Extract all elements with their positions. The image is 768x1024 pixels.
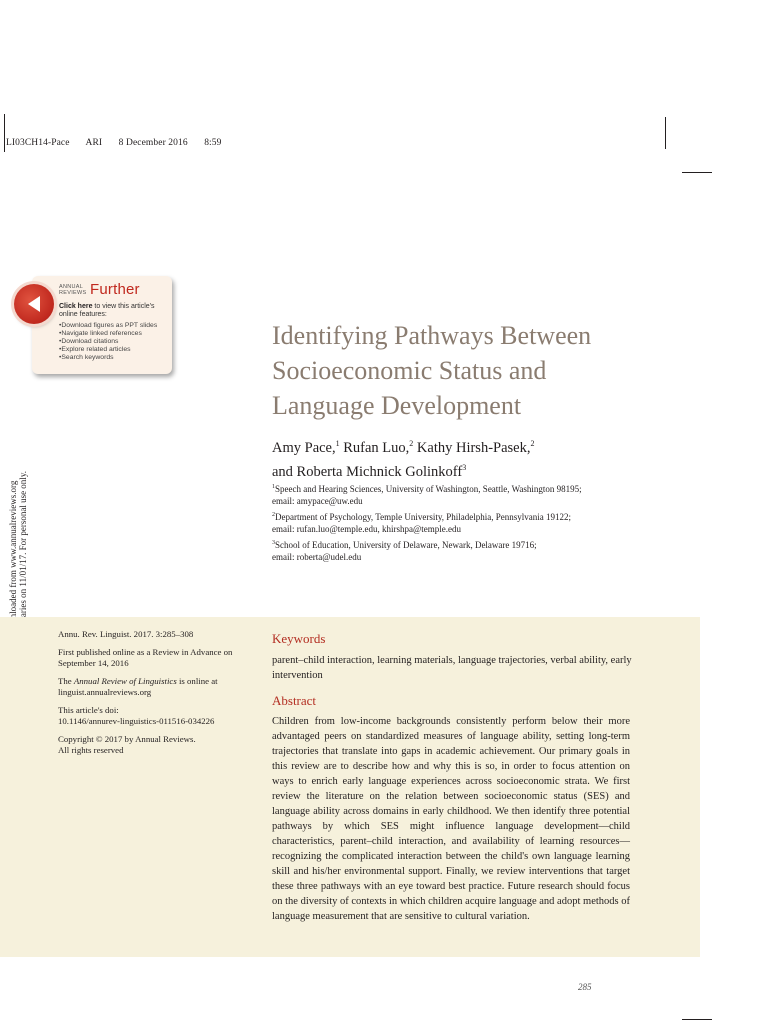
left-arrow-icon — [14, 284, 54, 324]
author-affil-mark: 3 — [462, 462, 467, 472]
author-name: Rufan Luo, — [339, 439, 410, 456]
rights-line: All rights reserved — [58, 745, 124, 755]
author-affil-mark: 2 — [409, 439, 414, 448]
page-number: 285 — [578, 982, 592, 992]
title-line: Language Development — [272, 391, 522, 420]
journal-online-note — [58, 676, 248, 698]
first-published: First published online as a Review in Advance on September 14, 2016 — [58, 647, 233, 668]
affiliation — [272, 482, 672, 507]
affiliation — [272, 538, 672, 563]
article-metadata — [58, 629, 248, 763]
journal-name: Annual Review of Linguistics — [73, 676, 177, 686]
article-title — [272, 318, 672, 423]
affil-email[interactable]: email: amypace@uw.edu — [272, 495, 363, 506]
abstract-text: Children from low-income backgrounds consistently perform below their more advantaged peers on standardized measures of language ability, setting long-term trajectories that translate into gaps in academic achievement. Our primary goals in this review are to describe how and why this is so, in order to focus attention on ways to enrich early language experiences across socioeconomic strata. We first review the literature on the relation between socioeconomic status (SES) and language ability across domains in early childhood. We then identify three potential pathways by which SES might influence language development—child characteristics, parent–child interaction, and availability of learning resources—recognizing the complicated interaction between the child's own language learning skill and his/her environmental support. Finally, we review interventions that target these three pathways with an eye toward best practice. Future research should focus on the diversity of contexts in which children acquire language and adopt methods of language measurement that are sensitive to cultural variation. — [272, 716, 630, 922]
abstract-heading: Abstract — [272, 693, 317, 708]
further-button[interactable] — [14, 284, 54, 324]
affil-text: Speech and Hearing Sciences, University of Washington, Seattle, Washington 98195; — [275, 484, 582, 494]
affiliation-list — [272, 482, 672, 566]
publisher-code: ARI — [85, 138, 103, 148]
affil-text: School of Education, University of Delaware, Newark, Delaware 19716; — [275, 540, 537, 550]
further-features-list — [59, 322, 157, 362]
affil-email[interactable]: email: roberta@udel.edu — [272, 551, 362, 562]
affil-mark: 1 — [272, 484, 275, 490]
author-affil-mark: 2 — [530, 439, 535, 448]
click-here-link[interactable]: Click here — [59, 303, 93, 310]
title-line: Identifying Pathways Between — [272, 321, 592, 350]
author-name: and Roberta Michnick Golinkoff — [272, 463, 463, 480]
title-line: Socioeconomic Status and — [272, 356, 547, 385]
further-item[interactable]: • Download figures as PPT slides — [59, 322, 157, 330]
affiliation — [272, 510, 672, 535]
annual-reviews-logo-text: ANNUAL REVIEWS — [59, 284, 87, 296]
further-item[interactable]: • Explore related articles — [59, 346, 157, 354]
further-logo-text: Further — [90, 281, 140, 298]
further-intro — [59, 303, 169, 319]
copyright-line: Copyright © 2017 by Annual Reviews. — [58, 734, 196, 744]
author-name: Kathy Hirsh-Pasek, — [413, 439, 531, 456]
further-item[interactable]: • Download citations — [59, 338, 157, 346]
author-name: Amy Pace, — [272, 439, 336, 456]
affil-email[interactable]: email: rufan.luo@temple.edu, khirshpa@temple.edu — [272, 523, 462, 534]
journal-post: is online at linguist.annualreviews.org — [58, 676, 218, 697]
doi-block — [58, 705, 248, 727]
header-date: 8 December 2016 — [118, 138, 188, 148]
running-header — [6, 138, 235, 148]
crop-mark-bottom-right — [682, 1019, 712, 1020]
header-time: 8:59 — [204, 138, 222, 148]
article-id: LI03CH14-Pace — [6, 138, 70, 148]
author-affil-mark: 1 — [335, 439, 340, 448]
doi-label: This article's doi: — [58, 705, 119, 715]
further-item[interactable]: • Navigate linked references — [59, 330, 157, 338]
crop-mark-left — [4, 114, 5, 152]
keywords-heading: Keywords — [272, 631, 326, 646]
further-intro-text: to view this article's online features: — [59, 303, 155, 318]
journal-pre: The — [58, 676, 74, 686]
affil-mark: 3 — [272, 540, 275, 546]
author-list — [272, 434, 672, 482]
copyright — [58, 734, 248, 756]
affil-text: Department of Psychology, Temple University, Philadelphia, Pennsylvania 19122; — [275, 512, 571, 522]
further-item[interactable]: • Search keywords — [59, 354, 157, 362]
doi-link[interactable]: 10.1146/annurev-linguistics-011516-034226 — [58, 716, 215, 726]
crop-mark-right — [665, 117, 666, 149]
crop-mark-top-right — [682, 172, 712, 173]
affil-mark: 2 — [272, 512, 275, 518]
citation: Annu. Rev. Linguist. 2017. 3:285–308 — [58, 629, 194, 639]
keywords-text: parent–child interaction, learning materials, language trajectories, verbal ability, early intervention — [272, 655, 632, 681]
